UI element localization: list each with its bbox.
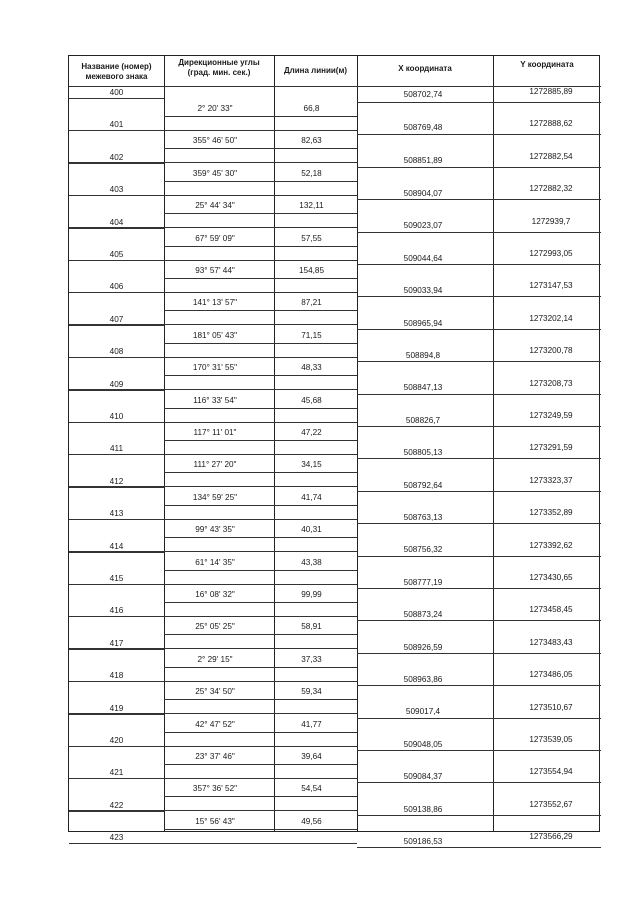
point-number: 414 xyxy=(109,541,124,551)
direction-angle: 16° 08' 32" xyxy=(195,590,235,599)
direction-angle: 67° 59' 09" xyxy=(195,233,235,243)
row-divider xyxy=(164,343,357,344)
row-divider xyxy=(164,764,357,765)
x-coordinate: 509048,05 xyxy=(403,739,443,749)
row-divider xyxy=(69,227,357,228)
line-length: 82,63 xyxy=(301,136,322,146)
row-divider xyxy=(164,732,357,733)
line-length: 59,34 xyxy=(301,687,322,697)
row-divider xyxy=(69,584,357,585)
line-length: 49,56 xyxy=(301,816,322,826)
row-divider xyxy=(69,746,357,747)
row-divider xyxy=(164,148,357,149)
y-coordinate: 1272993,05 xyxy=(529,249,573,258)
direction-angle: 23° 37' 46" xyxy=(195,752,235,761)
row-divider xyxy=(357,458,601,459)
x-coordinate: 508851,89 xyxy=(403,156,443,165)
row-divider xyxy=(357,491,601,492)
row-divider xyxy=(164,408,357,409)
point-number: 416 xyxy=(109,606,124,616)
point-number: 403 xyxy=(109,185,124,195)
row-divider xyxy=(357,588,601,589)
row-divider xyxy=(357,264,601,265)
point-number: 423 xyxy=(109,833,124,843)
line-length: 37,33 xyxy=(301,654,322,664)
header-angle-line1: Дирекционные углы xyxy=(178,58,260,67)
row-divider xyxy=(357,653,601,654)
direction-angle: 111° 27' 20" xyxy=(193,460,237,470)
row-divider xyxy=(164,570,357,571)
x-coordinate: 508826,7 xyxy=(405,415,441,425)
direction-angle: 2° 20' 33" xyxy=(197,104,233,113)
row-divider xyxy=(164,181,357,182)
y-coordinate: 1273208,73 xyxy=(529,378,573,388)
y-coordinate: 1273200,78 xyxy=(529,346,573,356)
point-number: 405 xyxy=(109,250,124,259)
row-divider xyxy=(69,260,357,261)
row-divider xyxy=(69,648,357,649)
point-number: 409 xyxy=(109,379,124,389)
row-divider xyxy=(164,246,357,247)
direction-angle: 93° 57' 44" xyxy=(195,266,235,275)
line-length: 54,54 xyxy=(301,784,322,794)
direction-angle: 99° 43' 35" xyxy=(195,525,235,535)
point-number: 407 xyxy=(109,314,124,324)
point-number: 411 xyxy=(109,444,124,454)
x-coordinate: 508792,64 xyxy=(403,480,443,490)
x-coordinate: 509186,53 xyxy=(403,837,443,846)
point-number: 401 xyxy=(109,120,124,130)
line-length: 39,64 xyxy=(301,752,322,761)
header-direction-angle xyxy=(164,58,274,78)
direction-angle: 170° 31' 55" xyxy=(192,363,238,373)
y-coordinate: 1272939,7 xyxy=(531,216,571,226)
line-length: 52,18 xyxy=(301,168,322,178)
row-divider xyxy=(357,361,601,362)
header-y-coordinate: Y координата xyxy=(520,60,574,69)
y-coordinate: 1273483,43 xyxy=(529,637,573,647)
x-coordinate: 508777,19 xyxy=(403,577,443,587)
point-number: 415 xyxy=(109,574,124,583)
x-coordinate: 508963,86 xyxy=(403,675,443,684)
row-divider xyxy=(69,98,164,99)
direction-angle: 357° 36' 52" xyxy=(192,784,238,794)
x-coordinate: 508702,74 xyxy=(403,90,443,99)
y-coordinate: 1273554,94 xyxy=(529,767,573,777)
direction-angle: 355° 46' 50" xyxy=(192,136,238,146)
y-coordinate: 1273510,67 xyxy=(529,702,573,712)
line-length: 58,91 xyxy=(301,622,322,632)
point-number: 413 xyxy=(109,509,124,519)
row-divider xyxy=(69,422,357,423)
row-divider xyxy=(357,232,601,233)
row-divider xyxy=(164,699,357,700)
row-divider xyxy=(357,556,601,557)
y-coordinate: 1273147,53 xyxy=(529,281,573,291)
x-coordinate: 508756,32 xyxy=(403,545,443,555)
direction-angle: 25° 05' 25" xyxy=(195,622,235,632)
row-divider xyxy=(69,454,357,455)
point-number: 410 xyxy=(109,412,124,421)
row-divider xyxy=(357,685,601,686)
row-divider xyxy=(69,713,357,714)
line-length: 43,38 xyxy=(301,557,322,567)
line-length: 45,68 xyxy=(301,395,322,405)
point-number: 418 xyxy=(109,671,124,681)
row-divider xyxy=(357,296,601,297)
row-divider xyxy=(357,847,601,848)
row-divider xyxy=(164,472,357,473)
direction-angle: 42° 47' 52" xyxy=(195,719,235,729)
row-divider xyxy=(357,394,601,395)
x-coordinate: 508805,13 xyxy=(403,448,443,458)
row-divider xyxy=(357,329,601,330)
row-divider xyxy=(357,750,601,751)
row-divider xyxy=(69,616,357,617)
header-angle-line2: (град. мин. сек.) xyxy=(187,68,251,77)
row-divider xyxy=(69,810,357,811)
y-coordinate: 1273539,05 xyxy=(529,735,573,744)
y-coordinate: 1273552,67 xyxy=(529,799,573,809)
line-length: 154,85 xyxy=(298,266,325,275)
row-divider xyxy=(164,634,357,635)
y-coordinate: 1273486,05 xyxy=(529,670,573,680)
direction-angle: 61° 14' 35" xyxy=(195,557,235,567)
header-x-coordinate: X координата xyxy=(398,64,452,73)
x-coordinate: 508926,59 xyxy=(403,642,443,652)
y-coordinate: 1273566,29 xyxy=(529,832,573,842)
row-divider xyxy=(164,537,357,538)
direction-angle: 25° 34' 50" xyxy=(195,687,235,697)
point-number: 406 xyxy=(109,282,124,292)
y-coordinate: 1272885,89 xyxy=(529,87,573,96)
row-divider xyxy=(69,389,357,390)
row-divider xyxy=(69,681,357,682)
line-length: 34,15 xyxy=(301,460,322,470)
y-coordinate: 1273202,14 xyxy=(529,313,573,323)
row-divider xyxy=(164,505,357,506)
direction-angle: 15° 56' 43" xyxy=(195,816,235,826)
header-line-length: Длина линии(м) xyxy=(283,66,348,75)
point-number: 420 xyxy=(109,736,124,745)
row-divider xyxy=(357,523,601,524)
row-divider xyxy=(69,324,357,325)
line-length: 48,33 xyxy=(301,363,322,373)
direction-angle: 117° 11' 01" xyxy=(193,428,237,437)
line-length: 71,15 xyxy=(301,330,322,340)
row-divider xyxy=(357,167,601,168)
coordinates-table xyxy=(68,55,600,846)
x-coordinate: 508847,13 xyxy=(403,383,443,393)
line-length: 132,11 xyxy=(299,201,324,211)
row-divider xyxy=(164,278,357,279)
x-coordinate: 508763,13 xyxy=(403,513,443,522)
row-divider xyxy=(69,778,357,779)
line-length: 99,99 xyxy=(301,590,322,599)
row-divider xyxy=(164,440,357,441)
row-divider xyxy=(69,195,357,196)
y-coordinate: 1273392,62 xyxy=(529,540,573,550)
line-length: 47,22 xyxy=(301,428,322,437)
point-number: 400 xyxy=(109,88,124,97)
x-coordinate: 508965,94 xyxy=(403,318,443,328)
direction-angle: 359° 45' 30" xyxy=(192,168,238,178)
point-number: 417 xyxy=(109,638,124,648)
point-number: 402 xyxy=(109,152,124,162)
x-coordinate: 508904,07 xyxy=(403,189,443,198)
x-coordinate: 509023,07 xyxy=(403,221,443,231)
point-number: 422 xyxy=(109,800,124,810)
direction-angle: 116° 33' 54" xyxy=(193,395,237,405)
line-length: 41,77 xyxy=(301,719,322,729)
column-divider xyxy=(493,56,494,831)
point-number: 408 xyxy=(109,347,124,357)
y-coordinate: 1272888,62 xyxy=(529,119,573,129)
direction-angle: 181° 05' 43" xyxy=(192,330,238,340)
line-length: 66,8 xyxy=(303,104,320,113)
x-coordinate: 509017,4 xyxy=(405,707,441,717)
row-divider xyxy=(69,843,357,844)
row-divider xyxy=(164,829,357,830)
y-coordinate: 1272882,54 xyxy=(529,151,573,161)
row-divider xyxy=(69,292,357,293)
row-divider xyxy=(357,782,601,783)
row-divider xyxy=(357,426,601,427)
row-divider xyxy=(164,602,357,603)
y-coordinate: 1273430,65 xyxy=(529,573,573,582)
line-length: 87,21 xyxy=(301,298,322,308)
y-coordinate: 1273249,59 xyxy=(529,411,573,420)
row-divider xyxy=(357,620,601,621)
row-divider xyxy=(69,357,357,358)
header-point-name-line1: Название (номер) xyxy=(81,62,152,71)
row-divider xyxy=(69,486,357,487)
x-coordinate: 509138,86 xyxy=(403,804,443,814)
header-point-name xyxy=(69,62,164,82)
direction-angle: 134° 59' 25" xyxy=(192,492,238,502)
line-length: 57,55 xyxy=(301,233,322,243)
row-divider xyxy=(69,551,357,552)
row-divider xyxy=(164,116,357,117)
line-length: 41,74 xyxy=(301,492,322,502)
x-coordinate: 508769,48 xyxy=(403,123,443,132)
row-divider xyxy=(357,199,601,200)
point-number: 419 xyxy=(109,703,124,713)
direction-angle: 2° 29' 15" xyxy=(197,654,233,664)
row-divider xyxy=(164,796,357,797)
row-divider xyxy=(69,519,357,520)
x-coordinate: 508894,8 xyxy=(405,351,441,360)
line-length: 40,31 xyxy=(301,525,322,535)
point-number: 412 xyxy=(109,476,124,486)
x-coordinate: 509084,37 xyxy=(403,772,443,782)
y-coordinate: 1273291,59 xyxy=(529,443,573,453)
point-number: 421 xyxy=(109,768,124,778)
row-divider xyxy=(164,375,357,376)
x-coordinate: 508873,24 xyxy=(403,610,443,620)
row-divider xyxy=(69,162,357,163)
point-number: 404 xyxy=(109,217,124,227)
y-coordinate: 1273352,89 xyxy=(529,508,573,518)
row-divider xyxy=(357,134,601,135)
y-coordinate: 1273323,37 xyxy=(529,475,573,485)
x-coordinate: 509033,94 xyxy=(403,286,443,296)
row-divider xyxy=(357,815,601,816)
direction-angle: 141° 13' 57" xyxy=(192,298,238,308)
row-divider xyxy=(164,310,357,311)
row-divider xyxy=(357,102,601,103)
direction-angle: 25° 44' 34" xyxy=(195,201,235,211)
row-divider xyxy=(164,213,357,214)
y-coordinate: 1272882,32 xyxy=(529,184,573,194)
x-coordinate: 509044,64 xyxy=(403,253,443,263)
y-coordinate: 1273458,45 xyxy=(529,605,573,615)
row-divider xyxy=(164,667,357,668)
row-divider xyxy=(69,130,357,131)
header-point-name-line2: межевого знака xyxy=(85,72,148,81)
row-divider xyxy=(357,718,601,719)
